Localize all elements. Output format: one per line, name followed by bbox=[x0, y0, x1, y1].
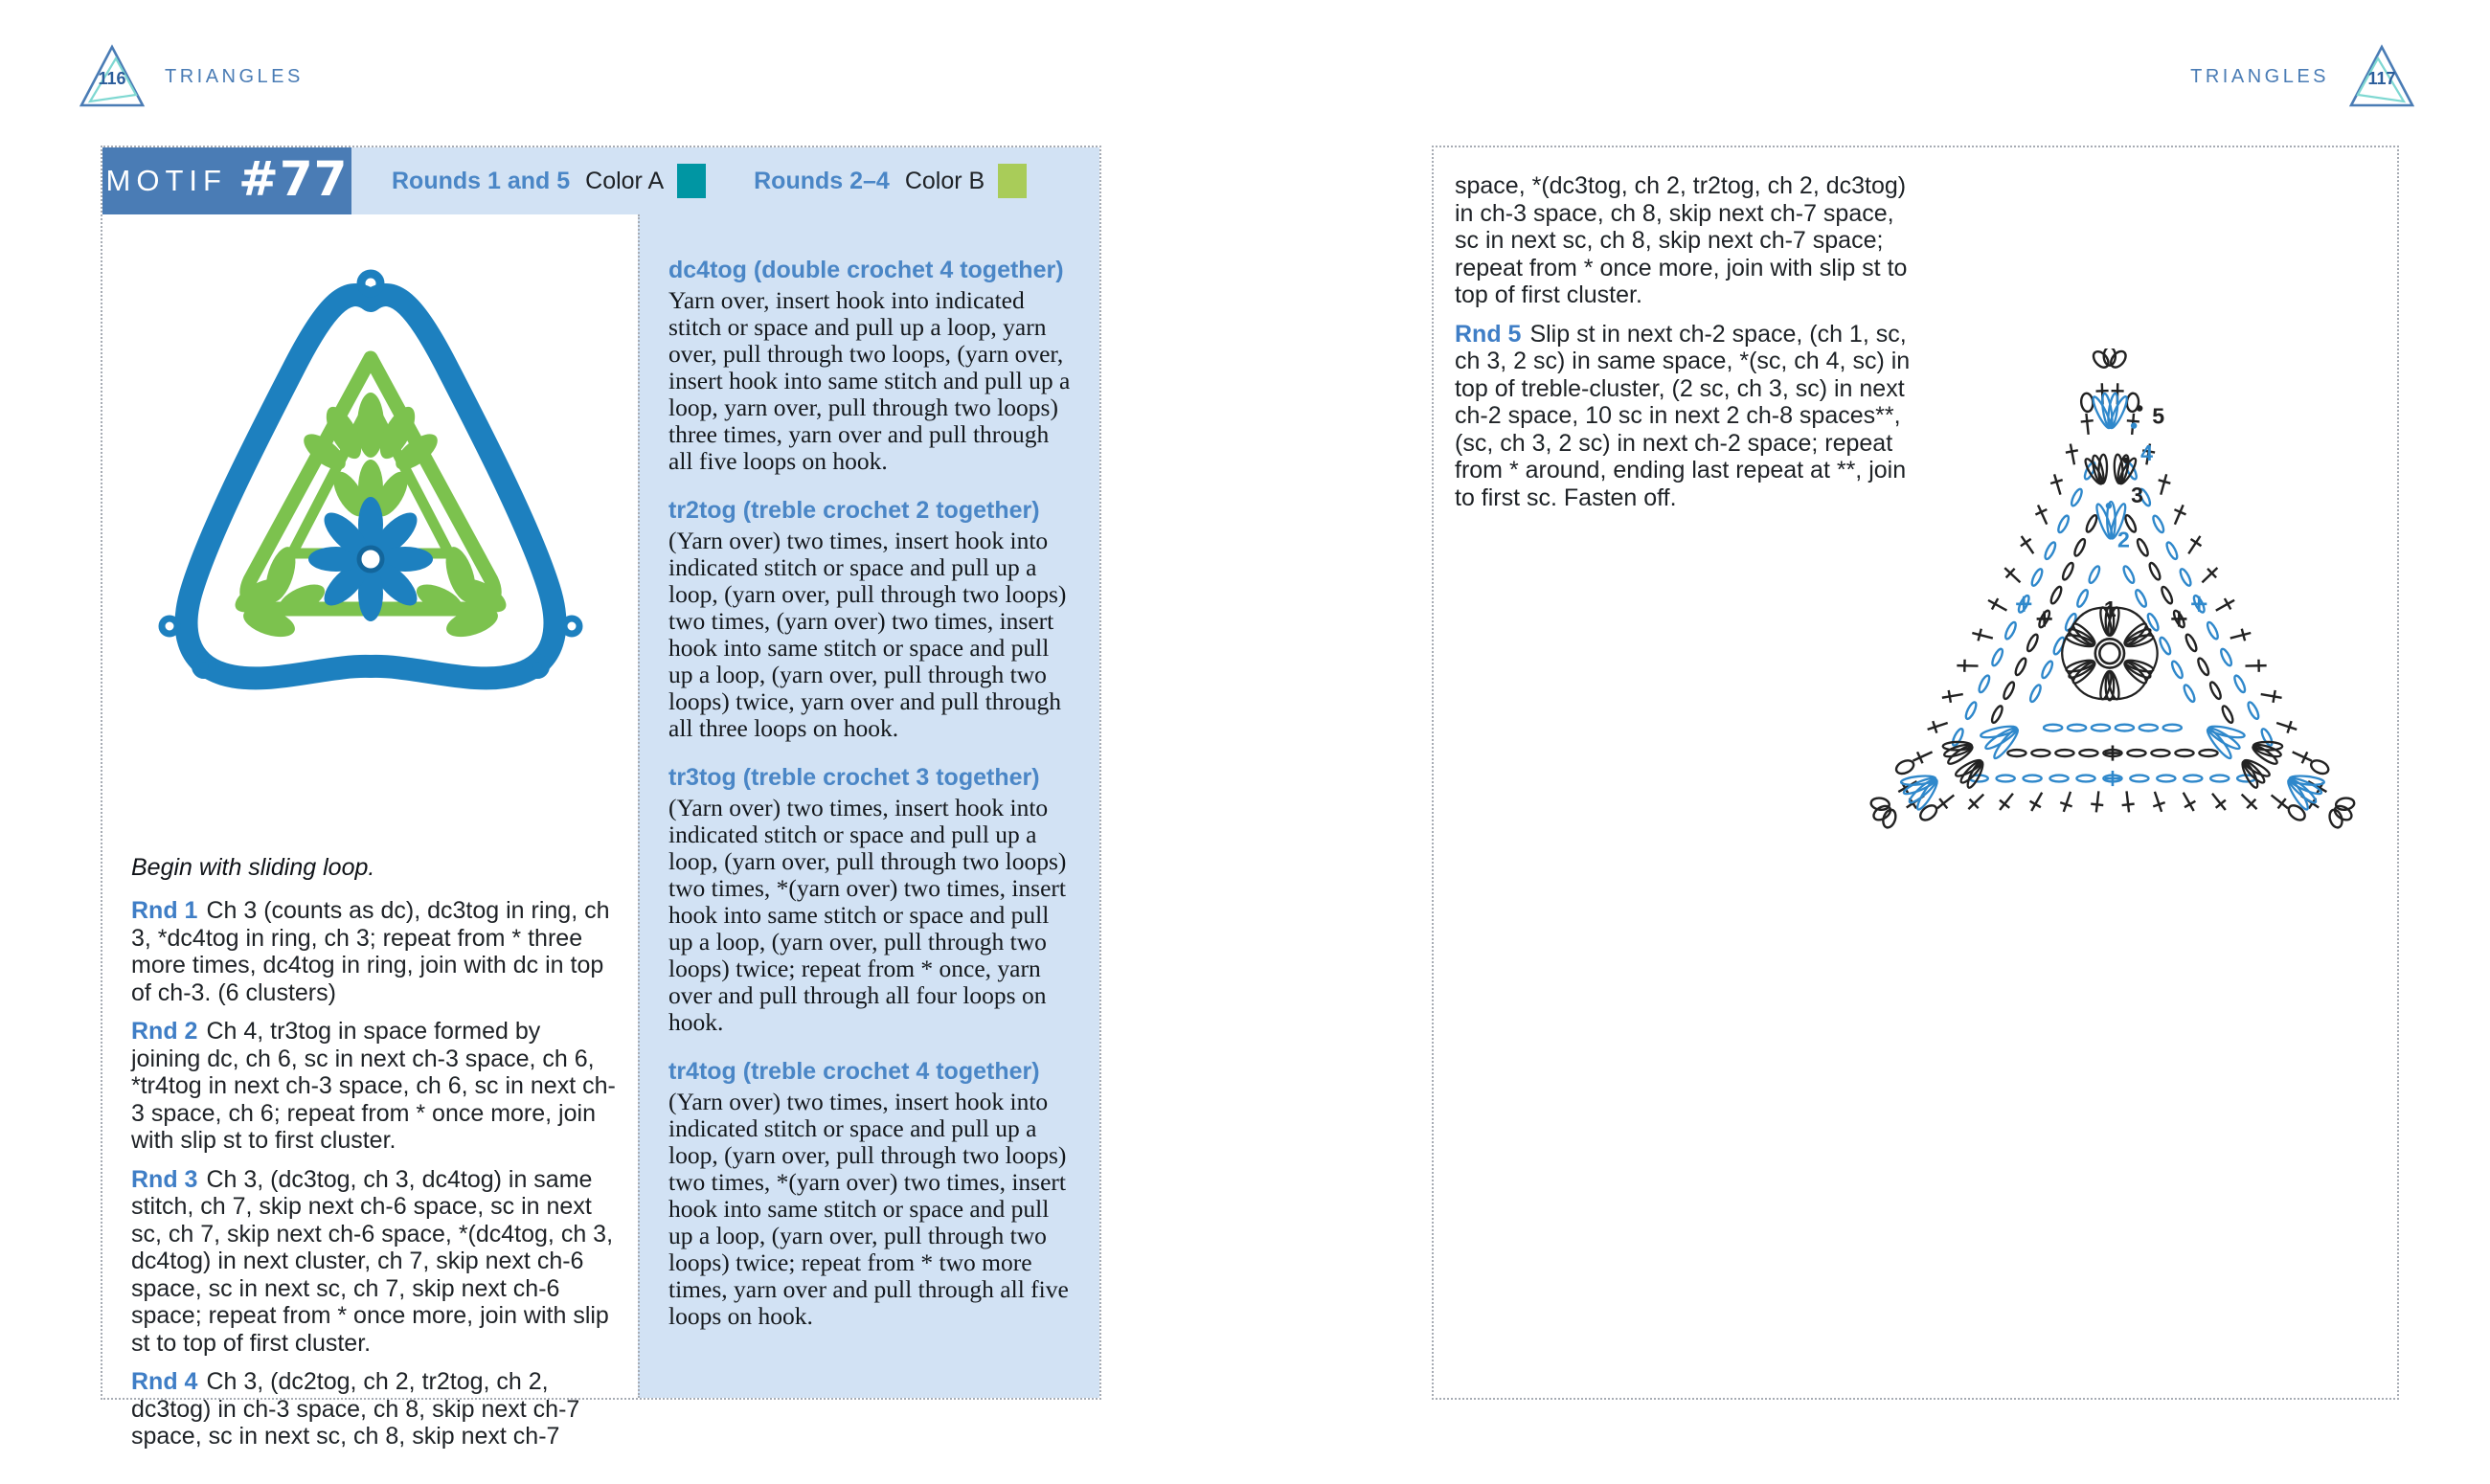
chart-round-number-5: 5 bbox=[2152, 403, 2165, 429]
chart-round-number-3: 3 bbox=[2131, 483, 2143, 508]
continuation-text bbox=[1455, 172, 1916, 523]
section-label: TRIANGLES bbox=[165, 65, 304, 87]
continuation-box bbox=[1432, 146, 2399, 1400]
motif-photo bbox=[112, 228, 629, 802]
triangle-page-icon bbox=[79, 44, 146, 109]
round-5 bbox=[1455, 321, 1916, 512]
round-2-label: Rnd 2 bbox=[131, 1018, 198, 1045]
definition-tr4tog bbox=[668, 1058, 1075, 1330]
round-1-text: Ch 3 (counts as dc), dc3tog in ring, ch 3, *dc4tog in ring, ch 3; repeat from * three more times, dc4tog in ring, join with dc in top of ch-3. (6 clusters) bbox=[131, 897, 610, 1006]
round-4-text: Ch 3, (dc2tog, ch 2, tr2tog, ch 2, dc3tog) in ch-3 space, ch 8, skip next ch-7 space, sc in next sc, ch 8, skip next ch-7 bbox=[131, 1368, 580, 1450]
definition-tr2tog bbox=[668, 497, 1075, 742]
triangle-page-icon bbox=[2348, 44, 2415, 109]
legend-rounds-b: Rounds 2–4 bbox=[754, 167, 890, 194]
definition-dc4tog bbox=[668, 257, 1075, 475]
chart-round-number-1: 1 bbox=[2103, 596, 2116, 622]
color-a-swatch bbox=[677, 164, 706, 198]
definition-body: (Yarn over) two times, insert hook into indicated stitch or space and pull up a loop, (yarn over, pull through two loops) two times, (yarn over) two times, insert hook into same stitch or space and pull up a loop, (yarn over, pull through two loops) twice, yarn over and pull through all three loops on hook. bbox=[668, 527, 1067, 742]
pattern-intro: Begin with sliding loop. bbox=[131, 854, 375, 881]
color-b-swatch bbox=[998, 164, 1027, 198]
color-legend bbox=[351, 147, 1099, 214]
right-running-head bbox=[2190, 44, 2415, 109]
chart-round-number-2: 2 bbox=[2116, 527, 2130, 552]
motif-titlebar bbox=[102, 147, 1099, 214]
motif-title bbox=[102, 147, 351, 214]
round-4 bbox=[131, 1368, 616, 1450]
round-4-continuation: space, *(dc3tog, ch 2, tr2tog, ch 2, dc3tog) in ch-3 space, ch 8, skip next ch-7 space, sc in next sc, ch 8, skip next ch-7 space; repeat from * once more, join with slip st to top of first cluster. bbox=[1455, 172, 1908, 308]
page-number: 117 bbox=[2367, 69, 2396, 88]
definition-term: dc4tog (double crochet 4 together) bbox=[668, 257, 1064, 283]
round-5-label: Rnd 5 bbox=[1455, 320, 1522, 348]
motif-label: MOTIF bbox=[105, 164, 227, 197]
definition-body: Yarn over, insert hook into indicated stitch or space and pull up a loop, yarn over, pull through two loops, (yarn over, insert hook into same stitch and pull up a loop, yarn over, pull through two loops) three times, yarn over and pull through all five loops on hook. bbox=[668, 286, 1071, 475]
legend-color-b-label: Color B bbox=[904, 167, 985, 194]
definition-body: (Yarn over) two times, insert hook into indicated stitch or space and pull up a loop, (yarn over, pull through two loops) two times, *(yarn over) two times, insert hook into same stitch or space and pull up a loop, (yarn over, pull through two loops) twice; repeat from * once, yarn over and pull through all four loops on hook. bbox=[668, 794, 1067, 1036]
crochet-chart bbox=[1867, 349, 2372, 850]
left-running-head bbox=[79, 44, 304, 109]
round-2-text: Ch 4, tr3tog in space formed by joining dc, ch 6, sc in next ch-3 space, ch 6, *tr4tog in next ch-3 space, ch 6, sc in next ch-3 space, ch 6; repeat from * once more, join with slip st to first cluster. bbox=[131, 1018, 616, 1154]
round-1-label: Rnd 1 bbox=[131, 897, 198, 924]
round-3 bbox=[131, 1166, 616, 1358]
page-number: 116 bbox=[98, 69, 126, 88]
pattern-column bbox=[102, 214, 638, 1450]
round-3-label: Rnd 3 bbox=[131, 1165, 198, 1193]
motif-card bbox=[101, 146, 1101, 1450]
section-label: TRIANGLES bbox=[2190, 65, 2329, 87]
definition-tr3tog bbox=[668, 764, 1075, 1036]
round-2 bbox=[131, 1018, 616, 1155]
definition-term: tr2tog (treble crochet 2 together) bbox=[668, 497, 1040, 524]
legend-rounds-a: Rounds 1 and 5 bbox=[392, 167, 571, 194]
round-3-text: Ch 3, (dc3tog, ch 3, dc4tog) in same stitch, ch 7, skip next ch-6 space, sc in next sc, ch 7, skip next ch-6 space, *(dc4tog, ch 3, dc4tog) in next cluster, ch 7, skip next ch-6 space, sc in next sc, ch 7, skip next ch-6 space; repeat from * once more, join with slip st to top of first cluster. bbox=[131, 1165, 614, 1357]
round-4-label: Rnd 4 bbox=[131, 1368, 198, 1395]
motif-number: #77 bbox=[238, 151, 349, 207]
definition-term: tr4tog (treble crochet 4 together) bbox=[668, 1058, 1040, 1085]
round-5-text: Slip st in next ch-2 space, (ch 1, sc, ch 3, 2 sc) in same space, *(sc, ch 4, sc) in top of treble-cluster, (2 sc, ch 3, sc) in next ch-2 space, 10 sc in next 2 ch-8 spaces**, (sc, ch 3, 2 sc) in next ch-2 space; repeat from * around, ending last repeat at **, join to first sc. Fasten off. bbox=[1455, 320, 1911, 511]
stitch-definitions-column bbox=[638, 214, 1099, 1398]
legend-color-a-label: Color A bbox=[585, 167, 665, 194]
definition-body: (Yarn over) two times, insert hook into indicated stitch or space and pull up a loop, (yarn over, pull through two loops) two times, *(yarn over) two times, insert hook into same stitch or space and pull up a loop, (yarn over, pull through two loops) twice; repeat from * two more times, yarn over and pull through all five loops on hook. bbox=[668, 1088, 1069, 1330]
definition-term: tr3tog (treble crochet 3 together) bbox=[668, 764, 1040, 791]
round-1 bbox=[131, 897, 616, 1006]
chart-round-number-4: 4 bbox=[2140, 439, 2154, 465]
pattern-instructions bbox=[131, 854, 616, 1462]
